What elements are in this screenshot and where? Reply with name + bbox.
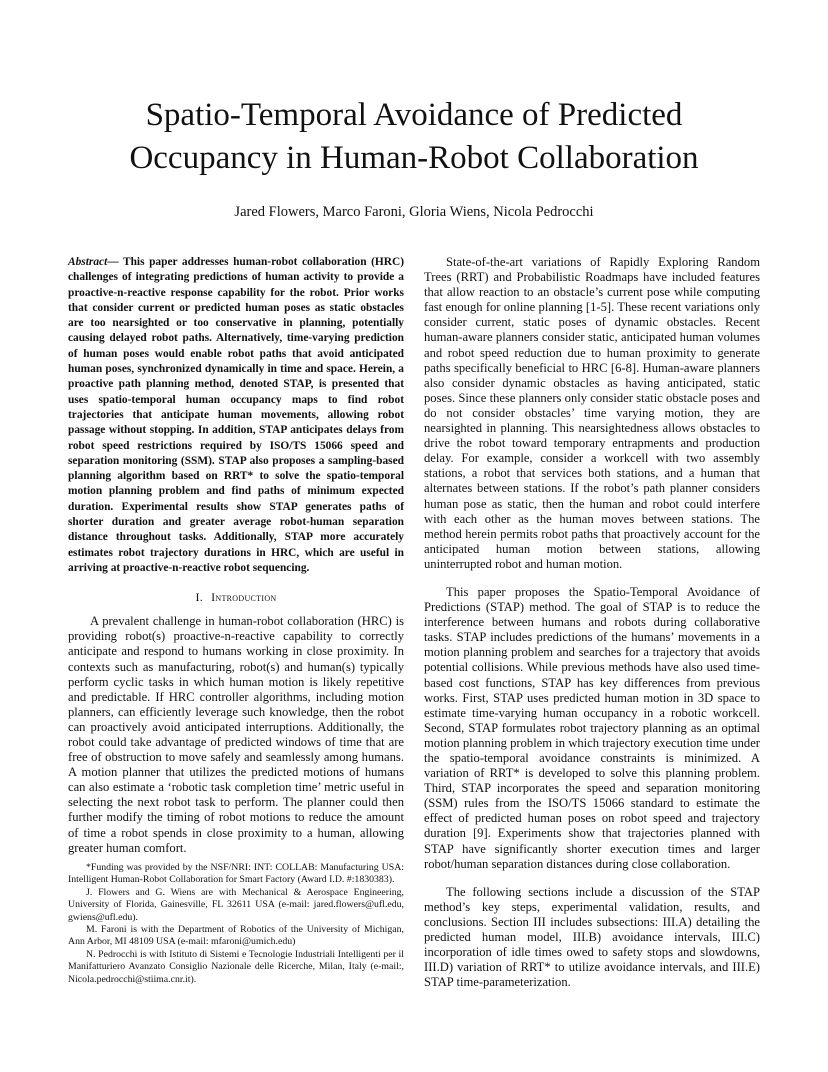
footnote-affiliation-1: J. Flowers and G. Wiens are with Mechanical & Aerospace Engineering, University of Florida, Gainesville, FL 32611 USA (e-mail: jared.flowers@ufl.edu, gwiens@ufl.edu).	[68, 886, 404, 923]
intro-paragraph-2: State-of-the-art variations of Rapidly Exploring Random Trees (RRT) and Probabilistic Roadmaps have included features that allow reaction to an obstacle’s current pose while computing fast enough for online planning [1-5]. These recent variations only consider current, static poses of dynamic obstacles. Recent human-aware planners consider static, anticipated human volumes and robot speed reduction due to human proximity to generate paths specifically beneficial to HRC [6-8]. Human-aware planners also consider dynamic obstacles as having anticipated, static poses. Since these planners only consider static obstacle poses and do not consider obstacles’ time varying motion, they are nearsighted in planning. This nearsightedness allows obstacles to drive the robot toward temporary entrapments and production delay. For example, consider a workcell with two assembly stations, a robot that services both stations, and a human that alternates between stations. If the robot’s path planner considers human pose as static, then the human and robot could interfere with each other as the human moves between stations. The method herein permits robot paths that proactively account for the anticipated human motion between stations, allowing uninterrupted robot and human motion.	[424, 255, 760, 571]
section-title: Introduction	[211, 590, 277, 605]
footnote-funding: *Funding was provided by the NSF/NRI: INT: COLLAB: Manufacturing USA: Intelligent Human-Robot Collaboration for Smart Factory (Award I.D. #:1830383).	[68, 862, 404, 886]
intro-paragraph-4: The following sections include a discussion of the STAP method’s key steps, experimental validation, results, and conclusions. Section III includes subsections: III.A) detailing the predicted human model, III.B) avoidance intervals, III.C) incorporation of idle times owed to safety stops and slowdowns, III.D) variation of RRT* to utilize avoidance intervals, and III.E) STAP time-parameterization.	[424, 884, 760, 990]
right-column	[424, 255, 760, 1003]
footnotes	[68, 862, 404, 986]
intro-paragraph-1: A prevalent challenge in human-robot collaboration (HRC) is providing robot(s) proactive-n-reactive capability to correctly anticipate and respond to humans working in close proximity. In contexts such as manufacturing, robot(s) and human(s) typically perform cyclic tasks in which human motion is likely repetitive and predictable. If HRC controller algorithms, including motion planners, can efficiently leverage such knowledge, then the robot can proactively avoid anticipated interruptions. Additionally, the robot could take advantage of predicted windows of time that are free of obstruction to move safely and seamlessly among humans. A motion planner that utilizes the predicted motions of humans can also estimate a ‘robotic task completion time’ metric useful in selecting the next robot task to perform. The planner could then further modify the timing of robot motions to reduce the amount of time a robot spends in close proximity to a human, allowing greater human comfort.	[68, 614, 404, 855]
abstract-text: This paper addresses human-robot collaboration (HRC) challenges of integrating predictions of human activity to provide a proactive-n-reactive response capability for the robot. Prior works that consider current or predicted human poses as static obstacles are too nearsighted or too conservative in planning, potentially causing delayed robot paths. Alternatively, time-varying prediction of human poses would enable robot paths that avoid anticipated human poses, synchronized dynamically in time and space. Herein, a proactive path planning method, denoted STAP, is presented that uses spatio-temporal human occupancy maps to find robot trajectories that anticipate human movements, allowing robot passage without stopping. In addition, STAP anticipates delays from robot speed restrictions required by ISO/TS 15066 speed and separation monitoring (SSM). STAP also proposes a sampling-based planning algorithm based on RRT* to solve the spatio-temporal motion planning problem and find paths of minimum expected duration. Experimental results show STAP generates paths of shorter duration and greater average robot-human separation distance throughout tasks. Additionally, STAP more accurately estimates robot trajectory durations in HRC, which are useful in arriving at proactive-n-reactive robot sequencing.	[68, 256, 404, 574]
section-heading-introduction	[68, 590, 404, 604]
author-list: Jared Flowers, Marco Faroni, Gloria Wiens, Nicola Pedrocchi	[234, 204, 594, 220]
section-number: I.	[195, 590, 204, 605]
intro-paragraph-3: This paper proposes the Spatio-Temporal Avoidance of Predictions (STAP) method. The goal of STAP is to reduce the interference between humans and robots during collaborative tasks. STAP includes predictions of the humans’ movements in a motion planning problem and searches for a trajectory that avoids potential collisions. While previous methods have also used time-based cost functions, STAP has key differences from previous works. First, STAP uses predicted human motion in 3D space to estimate time-varying human occupancy in a robotic workcell. Second, STAP formulates robot trajectory planning as an optimal motion planning problem in which trajectory execution time under the spatio-temporal avoidance constraints is minimized. A variation of RRT* is developed to solve this planning problem. Third, STAP incorporates the speed and separation monitoring (SSM) rules from the ISO/TS 15066 standard to estimate the effect of predicted human poses on robot speed and trajectory duration [9]. Experiments show that trajectories planned with STAP have significantly shorter execution times and larger robot/human separation distances during close collaboration.	[424, 584, 760, 871]
abstract-dash: —	[107, 256, 119, 268]
footnote-affiliation-3: N. Pedrocchi is with Istituto di Sistemi e Tecnologie Industriali Intelligenti per il Manifatturiero Avanzato Consiglio Nazionale delle Ricerche, Milan, Italy (e-mail:, Nicola.pedrocchi@stiima.cnr.it).	[68, 948, 404, 985]
title-line-1: Spatio-Temporal Avoidance of Predicted	[145, 97, 683, 133]
abstract	[68, 255, 404, 576]
footnote-affiliation-2: M. Faroni is with the Department of Robotics of the University of Michigan, Ann Arbor, MI 48109 USA (e-mail: mfaroni@umich.edu)	[68, 924, 404, 948]
left-column	[68, 255, 404, 856]
title-line-2: Occupancy in Human-Robot Collaboration	[129, 140, 699, 176]
paper-title	[60, 94, 768, 180]
abstract-label: Abstract	[68, 256, 108, 268]
